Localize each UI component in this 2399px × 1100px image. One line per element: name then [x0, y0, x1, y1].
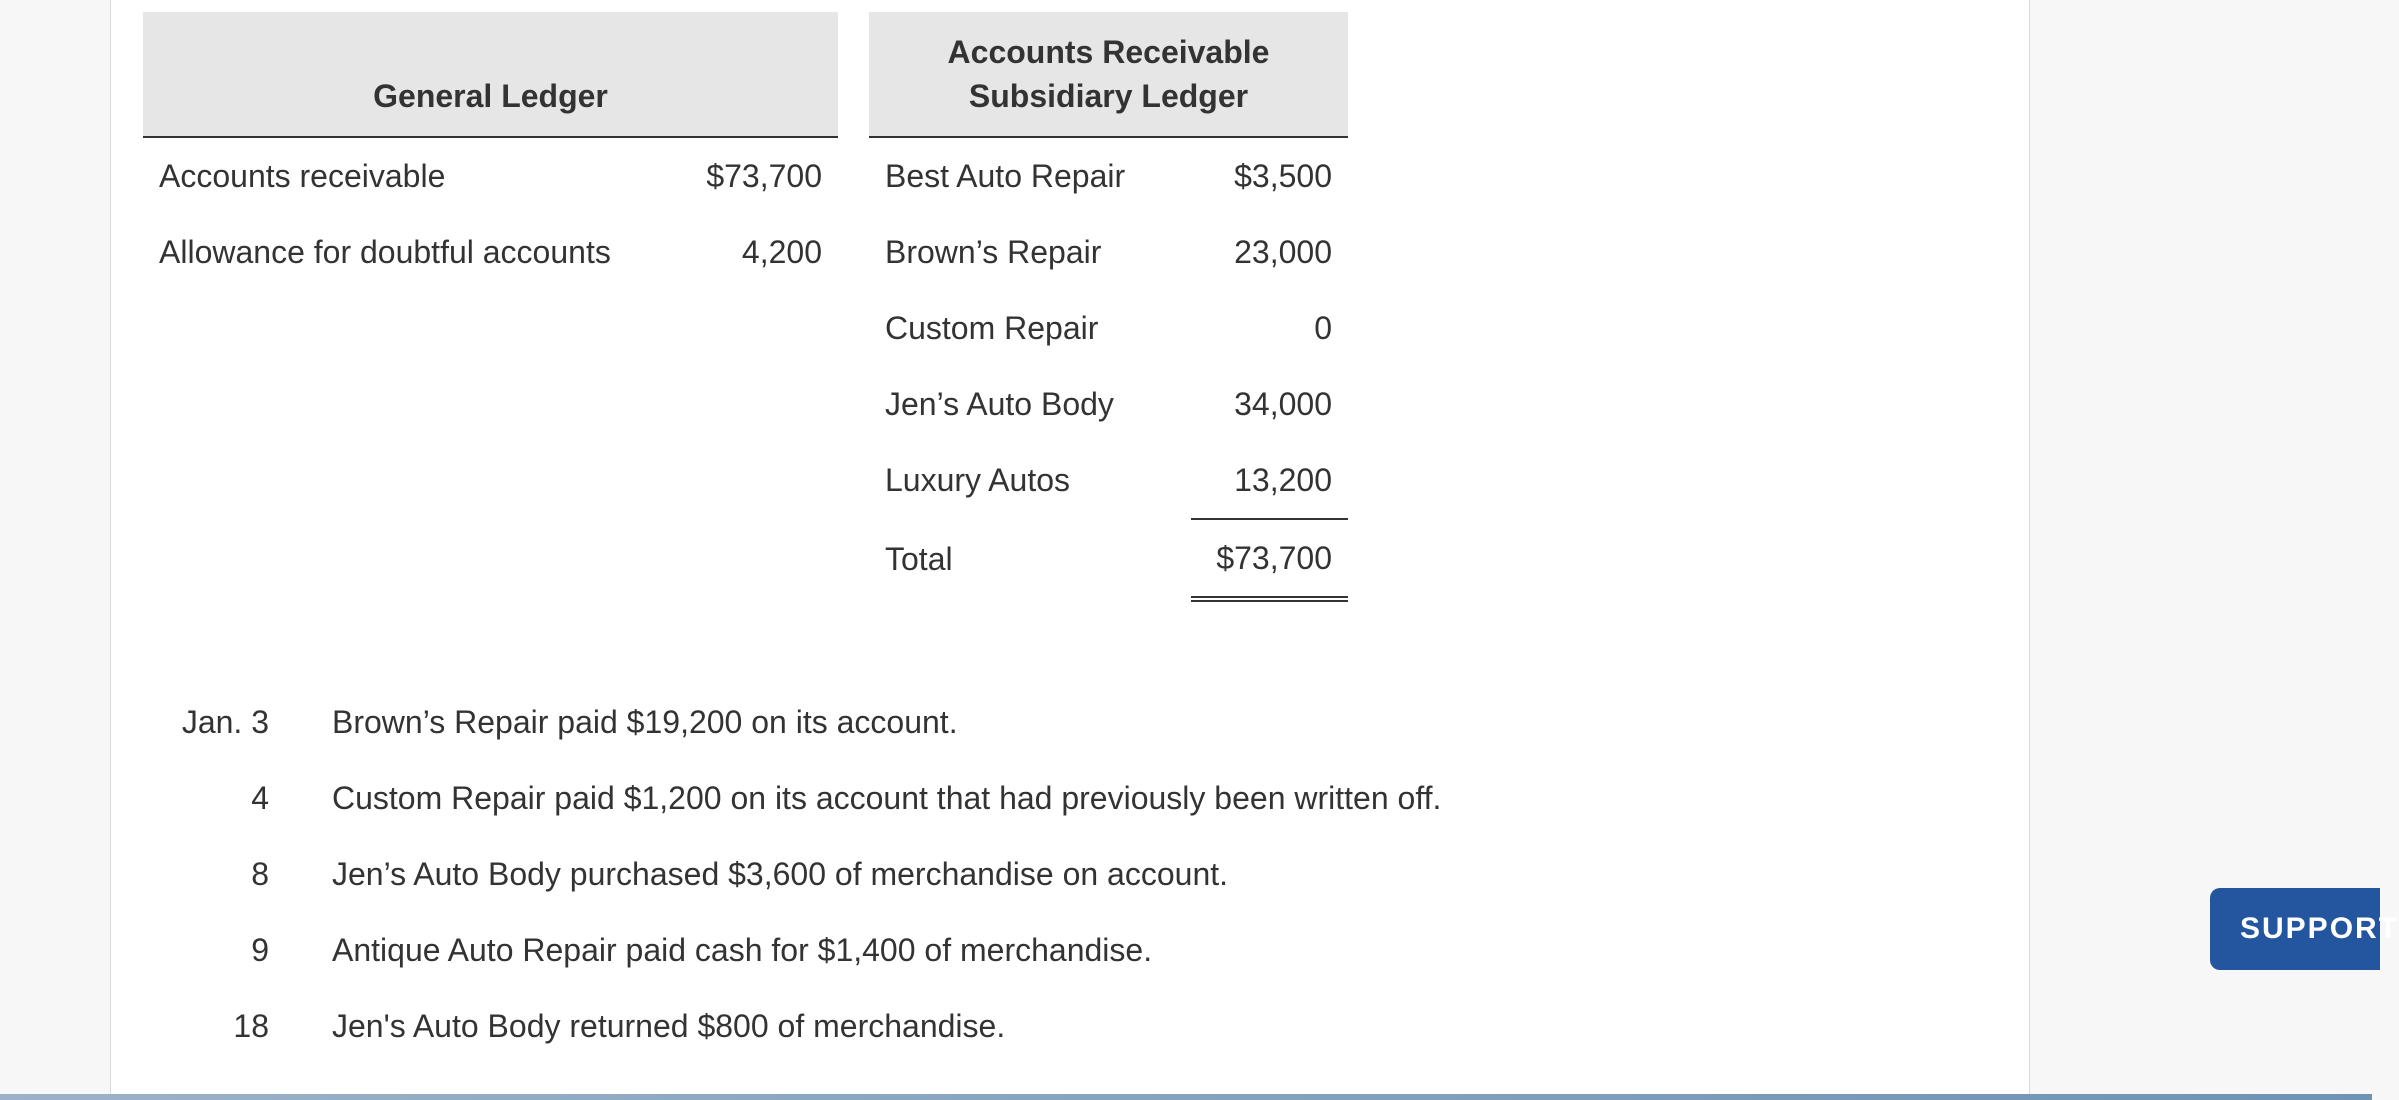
table-row — [143, 137, 838, 214]
transaction-item — [143, 760, 1443, 836]
table-row — [869, 214, 1348, 290]
ar-ledger-header-line1: Accounts Receivable — [947, 34, 1270, 70]
customer-name: Best Auto Repair — [885, 157, 1126, 194]
transaction-item — [143, 836, 1443, 912]
general-ledger-table — [143, 12, 838, 290]
transaction-date: Jan. 3 — [181, 703, 269, 740]
customer-balance: 34,000 — [1234, 385, 1332, 422]
bottom-bar — [0, 1094, 2372, 1100]
support-label: SUPPORT — [2240, 912, 2399, 945]
account-amount: $73,700 — [706, 157, 822, 194]
customer-balance: 23,000 — [1234, 233, 1332, 270]
transaction-date: 9 — [251, 931, 269, 968]
transaction-date: 8 — [251, 855, 269, 892]
transaction-description: Jen's Auto Body returned $800 of merchandise. — [332, 1007, 1006, 1044]
transaction-date: 4 — [251, 779, 269, 816]
account-amount: 4,200 — [741, 233, 822, 270]
transaction-item — [143, 912, 1443, 988]
total-row — [869, 519, 1348, 599]
customer-name: Brown’s Repair — [885, 233, 1102, 270]
customer-name: Luxury Autos — [885, 462, 1070, 498]
content-panel — [110, 0, 2030, 1100]
ar-subsidiary-ledger-table — [869, 12, 1348, 602]
customer-balance: 13,200 — [1191, 442, 1348, 519]
transaction-item — [143, 684, 1443, 760]
table-row — [143, 214, 838, 290]
customer-balance: 0 — [1314, 309, 1332, 346]
transaction-description: Custom Repair paid $1,200 on its account that had previously been written off. — [332, 779, 1442, 816]
transaction-description: Jen’s Auto Body purchased $3,600 of merchandise on account. — [332, 855, 1229, 892]
account-label: Accounts receivable — [159, 157, 446, 194]
transaction-item — [143, 988, 1443, 1064]
transaction-date: 18 — [233, 1007, 269, 1044]
ar-ledger-header — [869, 12, 1348, 137]
support-button[interactable] — [2210, 888, 2399, 970]
table-row — [869, 442, 1348, 519]
table-row — [869, 137, 1348, 214]
transaction-description: Antique Auto Repair paid cash for $1,400 of merchandise. — [332, 931, 1153, 968]
customer-name: Custom Repair — [885, 309, 1099, 346]
general-ledger-header: General Ledger — [143, 12, 838, 137]
total-amount: $73,700 — [1191, 519, 1348, 599]
transaction-description: Brown’s Repair paid $19,200 on its account. — [332, 703, 958, 740]
customer-name: Jen’s Auto Body — [885, 385, 1114, 422]
transactions-list — [143, 684, 1443, 1064]
table-row — [869, 290, 1348, 366]
account-label: Allowance for doubtful accounts — [159, 233, 611, 270]
customer-balance: $3,500 — [1234, 157, 1332, 194]
table-row — [869, 366, 1348, 442]
ar-ledger-header-line2: Subsidiary Ledger — [968, 78, 1249, 114]
total-label: Total — [885, 540, 953, 577]
